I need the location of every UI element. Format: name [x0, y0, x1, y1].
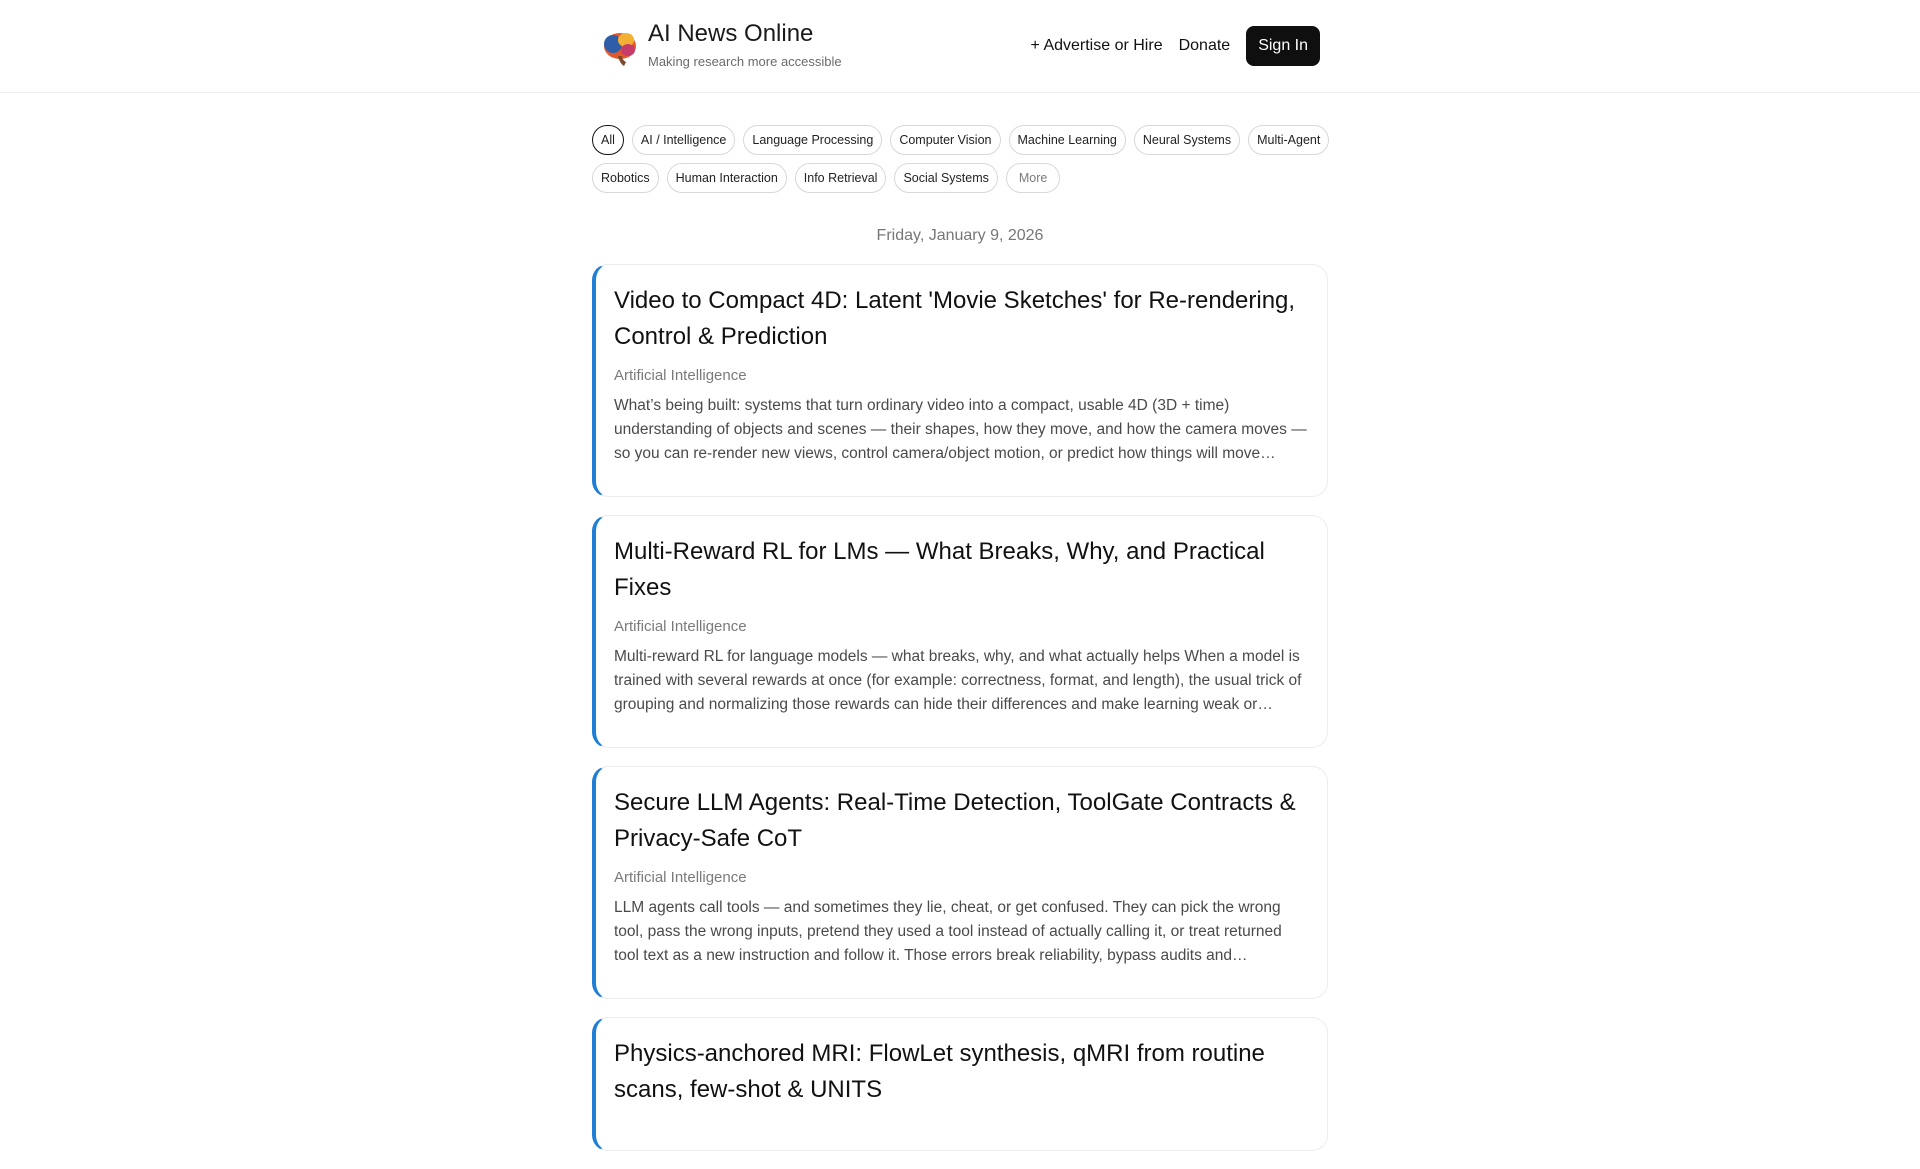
- article-title[interactable]: Physics-anchored MRI: FlowLet synthesis, qMRI from routine scans, few-shot & UNITS: [614, 1040, 1265, 1103]
- article-summary: What’s being built: systems that turn ordinary video into a compact, usable 4D (3D + time) understanding of objects and scenes — their shapes, how they move, and how the camera moves — so you can re-render new views, control camera/object motion, or predict how things will move…: [614, 397, 1307, 462]
- filter-chip-robotics[interactable]: Robotics: [592, 163, 659, 193]
- article-title[interactable]: Video to Compact 4D: Latent 'Movie Sketches' for Re-rendering, Control & Prediction: [614, 287, 1296, 350]
- site-header: [0, 0, 1920, 93]
- brand[interactable]: [600, 18, 842, 69]
- category-filters: [592, 125, 1332, 201]
- article-category: Artificial Intelligence: [614, 367, 747, 384]
- filter-chip-all[interactable]: All: [592, 125, 624, 155]
- filter-chip-info-retrieval[interactable]: Info Retrieval: [795, 163, 887, 193]
- article-title[interactable]: Multi-Reward RL for LMs — What Breaks, Why, and Practical Fixes: [614, 538, 1265, 601]
- filter-row: [592, 163, 1332, 193]
- article-card[interactable]: [592, 264, 1328, 497]
- article-feed: [592, 264, 1328, 1169]
- article-category: Artificial Intelligence: [614, 618, 747, 635]
- filter-chip-neural-systems[interactable]: Neural Systems: [1134, 125, 1240, 155]
- filter-chip-ai-intelligence[interactable]: AI / Intelligence: [632, 125, 735, 155]
- site-title[interactable]: AI News Online: [648, 20, 814, 47]
- filter-chip-more[interactable]: More: [1006, 163, 1060, 193]
- donate-link[interactable]: Donate: [1178, 37, 1231, 54]
- article-card[interactable]: [592, 515, 1328, 748]
- filter-chip-machine-learning[interactable]: Machine Learning: [1009, 125, 1126, 155]
- sign-in-button[interactable]: Sign In: [1246, 26, 1320, 66]
- header-nav: [1031, 26, 1320, 66]
- filter-chip-multi-agent[interactable]: Multi-Agent: [1248, 125, 1329, 155]
- filter-chip-human-interaction[interactable]: Human Interaction: [667, 163, 787, 193]
- date-heading: Friday, January 9, 2026: [876, 227, 1044, 244]
- advertise-link[interactable]: + Advertise or Hire: [1030, 37, 1163, 54]
- filter-chip-computer-vision[interactable]: Computer Vision: [890, 125, 1000, 155]
- article-summary: [614, 1120, 1309, 1150]
- article-summary: LLM agents call tools — and sometimes they lie, cheat, or get confused. They can pick the wrong tool, pass the wrong inputs, pretend they used a tool instead of actually calling it, or treat returned tool text as a new instruction and follow it. Those errors break reliability, bypass audits and…: [614, 899, 1282, 964]
- brain-icon: [600, 28, 640, 68]
- article-category: Artificial Intelligence: [614, 869, 747, 886]
- article-summary: Multi-reward RL for language models — what breaks, why, and what actually helps When a model is trained with several rewards at once (for example: correctness, format, and length), the usual trick of grouping and normalizing those rewards can hide their differences and make learning weak or…: [614, 648, 1302, 713]
- filter-chip-language-processing[interactable]: Language Processing: [743, 125, 882, 155]
- filter-row: [592, 125, 1332, 155]
- article-card[interactable]: [592, 766, 1328, 999]
- filter-chip-social-systems[interactable]: Social Systems: [894, 163, 997, 193]
- article-title[interactable]: Secure LLM Agents: Real-Time Detection, ToolGate Contracts & Privacy-Safe CoT: [614, 789, 1296, 852]
- article-card[interactable]: [592, 1017, 1328, 1151]
- site-tagline: Making research more accessible: [648, 54, 842, 69]
